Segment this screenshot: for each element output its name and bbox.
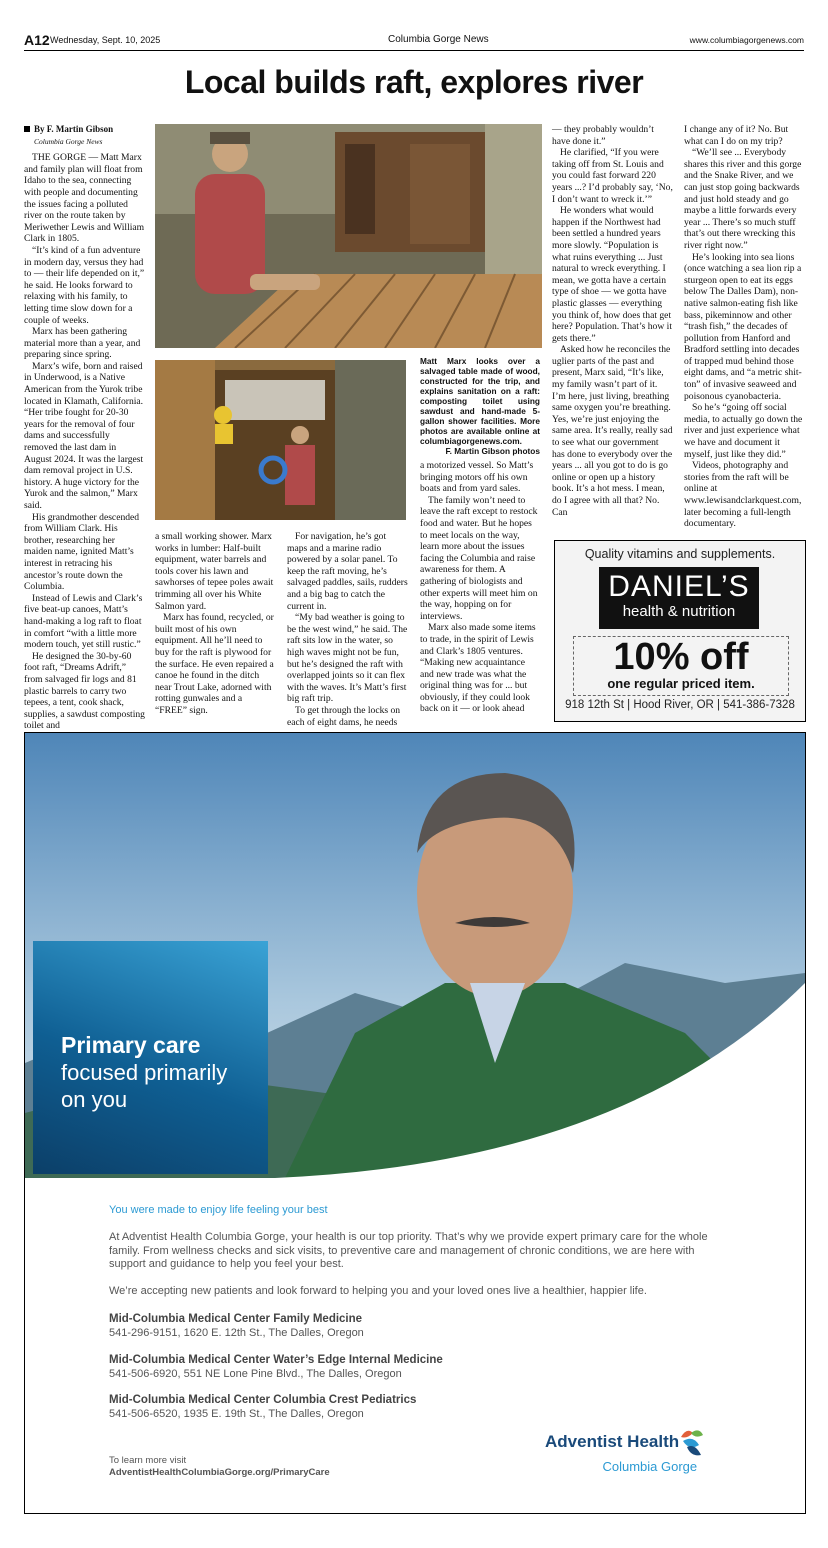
- paragraph: Marx has been gathering material more than a year, and preparing since spring.: [24, 326, 141, 361]
- byline-org: Columbia Gorge News: [34, 136, 103, 146]
- ad-location: [109, 1394, 729, 1421]
- page-header: [24, 32, 804, 51]
- daniels-brand: DANIEL’S: [608, 570, 750, 603]
- learn-more-label: To learn more visit: [109, 1455, 187, 1466]
- caption-text: Matt Marx looks over a salvaged table made of wood, constructed for the trip, and explains sanitation on a raft: composting toilet using sawdust and hand-made 5-gallon shower facilities. More photos are available online at columbiagorgenews.com.: [420, 356, 540, 446]
- logo-main: Adventist Health: [545, 1432, 680, 1451]
- paragraph: Asked how he reconciles the uglier parts of the past and present, Marx said, “It’s like, my family wasn’t part of it. I’m here, just living, breathing same oxygen you’re breathing. Yes, we’re just enjoying the same area. It’s really, really sad to see what our government has done to everybody over the years ... all you got to do is go online or open up a history book. It’s a hot mess. I mean, do I agree with all that? No. Can: [552, 344, 673, 518]
- article-col-2: [155, 531, 276, 717]
- paragraph: He wonders what would happen if the Northwest had been settled a hundred years more slowly. “Population is what ruins everything ... Just natural to wreck everything. I mean, we gotta have a certain type of shoe — we gotta have plastic glasses — everything you think of, how does that get here? Population. That’s how it gets there.”: [552, 205, 672, 344]
- paragraph: Marx has found, recycled, or built most of his own equipment. All he’ll need to buy for the raft is plywood for the surface. He even repaired a canoe he found in the ditch near Trout Lake, adorned with rotting gunwales and a “FREE” sign.: [155, 612, 274, 716]
- discount-value: 10% off: [613, 636, 749, 678]
- discount-terms: one regular priced item.: [607, 676, 755, 691]
- learn-more-url[interactable]: AdventistHealthColumbiaGorge.org/PrimaryCare: [109, 1467, 330, 1478]
- paragraph: He clarified, “If you were taking off from St. Louis and you could fast forward 220 years ...? I’d probably say, ‘No, I don’t want to wreck it.’”: [552, 147, 673, 205]
- paper-url[interactable]: www.columbiagorgenews.com: [689, 35, 804, 45]
- paragraph: To get through the locks on each of eight dams, he needs: [287, 704, 401, 728]
- ad-headline-line3: on you: [61, 1087, 128, 1112]
- paragraph: He designed the 30-by-60 foot raft, “Dreams Adrift,” from salvaged fir logs and 81 plastic barrels to carry two tepees, a tent, cook shack, supplies, a sawdust composting toilet and: [24, 650, 145, 732]
- store-address: 918 12th St | Hood River, OR | 541-386-7328: [565, 699, 795, 711]
- location-detail: 541-296-9151, 1620 E. 12th St., The Dalles, Oregon: [109, 1326, 364, 1339]
- discount-coupon[interactable]: [573, 636, 789, 696]
- byline: [24, 124, 145, 147]
- logo-sub: Columbia Gorge: [602, 1459, 698, 1474]
- paragraph: For navigation, he’s got maps and a marine radio powered by a solar panel. To keep the raft moving, he’s salvaged paddles, sails, rudders and a big bag to catch the current in.: [287, 531, 408, 612]
- daniels-logo: [599, 567, 759, 629]
- article-col-4-top: [552, 124, 673, 518]
- photo-raft-deck-image: [155, 124, 542, 348]
- ad-headline-line2: focused primarily: [61, 1060, 228, 1085]
- ad-location: [109, 1354, 729, 1381]
- paragraph: His grandmother descended from William Clark. His brother, researching her maiden name, ignited Matt’s interest in retracing his ancestor’s route down the Columbia.: [24, 511, 140, 593]
- photo-raft-deck: [155, 124, 542, 348]
- location-name: Mid-Columbia Medical Center Water’s Edge Internal Medicine: [109, 1354, 443, 1366]
- paragraph: So he’s “going off social media, to actually go down the river and just experience what we have and document it myself, just like they did.”: [684, 402, 803, 460]
- location-name: Mid-Columbia Medical Center Columbia Crest Pediatrics: [109, 1394, 417, 1406]
- paragraph: a motorized vessel. So Matt’s bringing motors off his own boats and from yard sales.: [420, 460, 534, 495]
- paragraph: I change any of it? No. But what can I do on my trip?: [684, 124, 789, 147]
- paragraph: — they probably wouldn’t have done it.”: [552, 124, 654, 147]
- paragraph: Marx also made some items to trade, in the spirit of Lewis and Clark’s 1805 ventures. “Making new acquaintance and new trade was what the original thing was for ... but obviously, if they could look back on it — or look ahead: [420, 622, 536, 715]
- adventist-ad[interactable]: [24, 732, 806, 1514]
- location-detail: 541-506-6520, 1935 E. 19th St., The Dalles, Oregon: [109, 1407, 364, 1420]
- photo-caption: [420, 356, 540, 456]
- location-detail: 541-506-6920, 551 NE Lone Pine Blvd., The Dalles, Oregon: [109, 1367, 402, 1380]
- location-name: Mid-Columbia Medical Center Family Medicine: [109, 1313, 363, 1325]
- ad-paragraph-2: We’re accepting new patients and look forward to helping you and your loved ones live a healthier, happier life.: [109, 1285, 647, 1297]
- daniels-ad[interactable]: [554, 540, 806, 722]
- ad-headline-bold: Primary care: [61, 1032, 201, 1058]
- article-col-5: [684, 124, 804, 530]
- ad-lead: You were made to enjoy life feeling your best: [109, 1204, 328, 1216]
- paragraph: He’s looking into sea lions (once watching a sea lion rip a sturgeon open to eat its eggs below The Dalles Dam), non-native salmon-eating fish like bass, pikeminnow and other “trash fish,” the decades of pollution from Hanford and Bradford settling into decades of trapped mud behind those eight dams, and “a metric shit-ton” of invasive seaweed and poisonous cyanobacteria.: [684, 251, 802, 402]
- article-col-4-bottom: [420, 460, 541, 715]
- paragraph: Instead of Lewis and Clark’s five beat-up canoes, Matt’s hand-making a log raft to float in comfort “with a little more modern touch, yet still rustic.”: [24, 592, 143, 651]
- issue-date: Wednesday, Sept. 10, 2025: [50, 35, 161, 45]
- paragraph: a small working shower. Marx works in lumber: Half-built equipment, water barrels and tools cover his lawn and sawhorses of tepee poles await trimming all over his White Salmon yard.: [155, 531, 274, 612]
- ad-tagline: Quality vitamins and supplements.: [584, 547, 776, 561]
- page-number: A12: [24, 32, 50, 48]
- ad-paragraph-1: At Adventist Health Columbia Gorge, your health is our top priority. That’s why we provide expert primary care for the whole family. From wellness checks and sick visits, to preventive care and management of chronic conditions, we are here with support and guidance to help you feel your best.: [109, 1231, 708, 1270]
- paragraph: “We’ll see ... Everybody shares this river and this gorge and the Snake River, and we can just stop going backwards and just hold steady and go maybe a little forwards every year ... There’s so much stuff that’s out there wrecking this river right now.”: [684, 147, 802, 251]
- ad-headline: [61, 1031, 227, 1113]
- paragraph: Videos, photography and stories from the raft will be online at www.lewisandclarkquest.com, later becoming a full-length documentary.: [684, 460, 802, 530]
- article-col-1: [24, 124, 145, 732]
- adventist-logo: [545, 1427, 703, 1474]
- byline-name: By F. Martin Gibson: [34, 124, 114, 134]
- paragraph: The family won’t need to leave the raft except to restock food and water. But he hopes to meet locals on the way, learn more about the issues facing the Columbia and raise awareness for them. A gathering of biologists and other experts will meet him on the way, hopping on for interviews.: [420, 494, 538, 622]
- article-col-3: [287, 531, 408, 728]
- paragraph: “My bad weather is going to be the west wind,” he said. The raft sits low in the water, so high waves might not be fun, but he’s designed the raft with overlapped joints so it can flex with the waves. It’s Matt’s first big raft trip.: [287, 612, 408, 705]
- paper-name: Columbia Gorge News: [388, 34, 489, 45]
- paragraph: Marx’s wife, born and raised in Underwood, is a Native American from the Yurok tribe located in Klamath, California. “Her tribe fought for 20-30 years for the removal of four dams and successfully removed the last dam in August 2024. It was the largest dam removal project in U.S. history. A huge victory for the Yurok and the salmon,” Marx said.: [24, 360, 144, 511]
- ad-location: [109, 1313, 729, 1340]
- ad-learn-more: [109, 1455, 509, 1479]
- leaf-icon: [679, 1427, 703, 1457]
- photo-shower: [155, 360, 406, 520]
- caption-credit: F. Martin Gibson photos: [445, 446, 540, 456]
- paragraph: “It’s kind of a fun adventure in modern day, versus they had to — their life depended on it,” he said. He looks forward to relaxing with his family, to letting time slow down for a couple of weeks.: [24, 244, 145, 326]
- photo-shower-image: [155, 360, 406, 520]
- daniels-brand-sub: health & nutrition: [622, 603, 736, 620]
- article-headline: Local builds raft, explores river: [184, 64, 644, 100]
- paragraph: THE GORGE — Matt Marx and family plan will float from Idaho to the sea, connecting with people and documenting the issues facing a polluted river on the route taken by Meriwether Lewis and William Clark in 1805.: [24, 152, 145, 245]
